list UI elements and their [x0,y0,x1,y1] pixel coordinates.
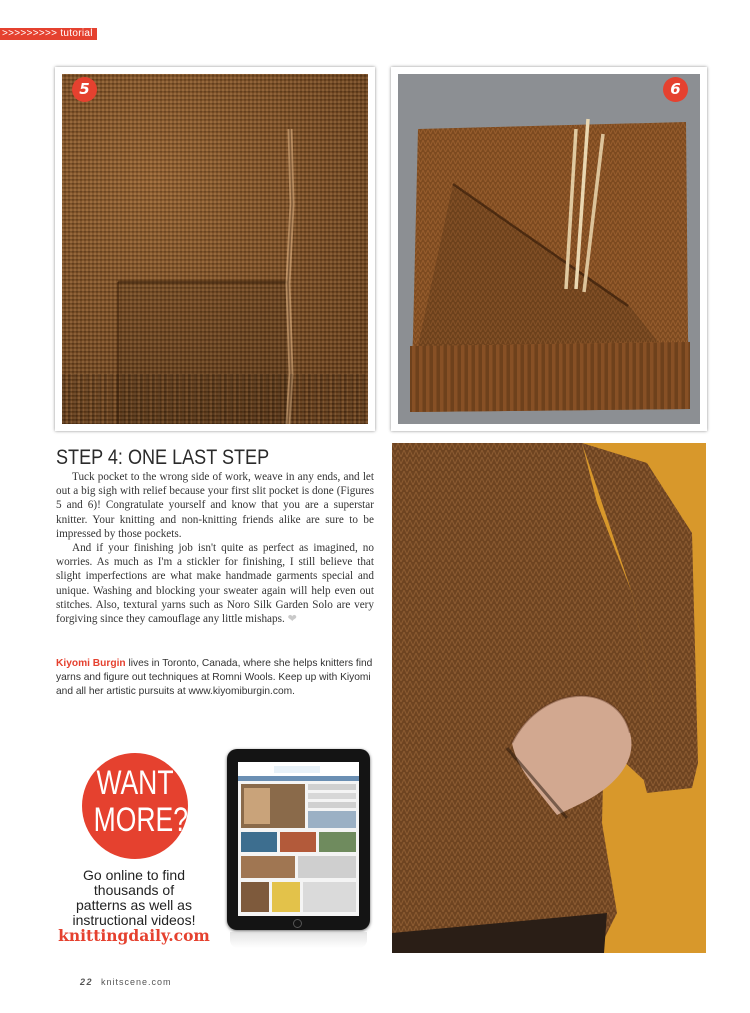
step-heading: STEP 4: ONE LAST STEP [56,446,270,469]
author-name: Kiyomi Burgin [56,658,126,669]
tablet-device [227,749,370,930]
want-more-badge [82,753,188,859]
footer-site: knitscene.com [101,977,172,987]
promo-line: instructional videos! [72,912,196,928]
promo-text [50,868,218,928]
want-more-line-1: WANT [96,764,174,802]
want-more-line-2: MORE? [93,801,188,839]
promo-url-link[interactable]: knittingdaily.com [58,926,210,945]
figure-5-number: 5 [72,77,97,102]
article-paragraph: Tuck pocket to the wrong side of work, weave in any ends, and let out a big sigh with relief because your first slit pocket is done (Figures 5 and 6)! Congratulate yourself and know that you are a superstar knitter. Your knitting and non-knitting friends alike are sure to be impressed by those pockets. [56,471,374,540]
promo-line: Go online to find [83,867,185,883]
tablet-screen [238,762,359,916]
section-tag: >>>>>>>>> tutorial [0,28,97,40]
page-number: 22 [80,977,94,987]
figure-5-frame [55,67,375,431]
figure-6-number: 6 [663,77,688,102]
figure-6-photo [398,74,700,424]
sweater-photo [392,443,706,953]
article-paragraph: And if your finishing job isn't quite as perfect as imagined, no worries. As much as I'm a stickler for finishing, I still believe that slight imperfections are what make handmade garments special and unique. Washing and blocking your sweater again will help even out stitches. Also, textural yarns such as Noro Silk Garden Solo are very forgiving since they camouflage any little mishaps. ❤ [56,542,374,626]
figure-5-photo [62,74,368,424]
article-body [56,470,374,626]
author-bio [56,657,378,699]
bio-text: lives in Toronto, Canada, where she helps knitters find yarns and figure out techniques at Romni Wools. Keep up with Kiyomi and all her artistic pursuits at www.kiyomiburgin.com. [56,658,373,697]
page-footer [80,977,172,987]
figure-6-frame [391,67,707,431]
tablet-reflection [230,932,367,948]
heart-icon: ❤ [287,612,297,626]
promo-line: patterns as well as [76,897,192,913]
tablet-home-button [293,919,302,928]
promo-line: thousands of [93,882,175,898]
